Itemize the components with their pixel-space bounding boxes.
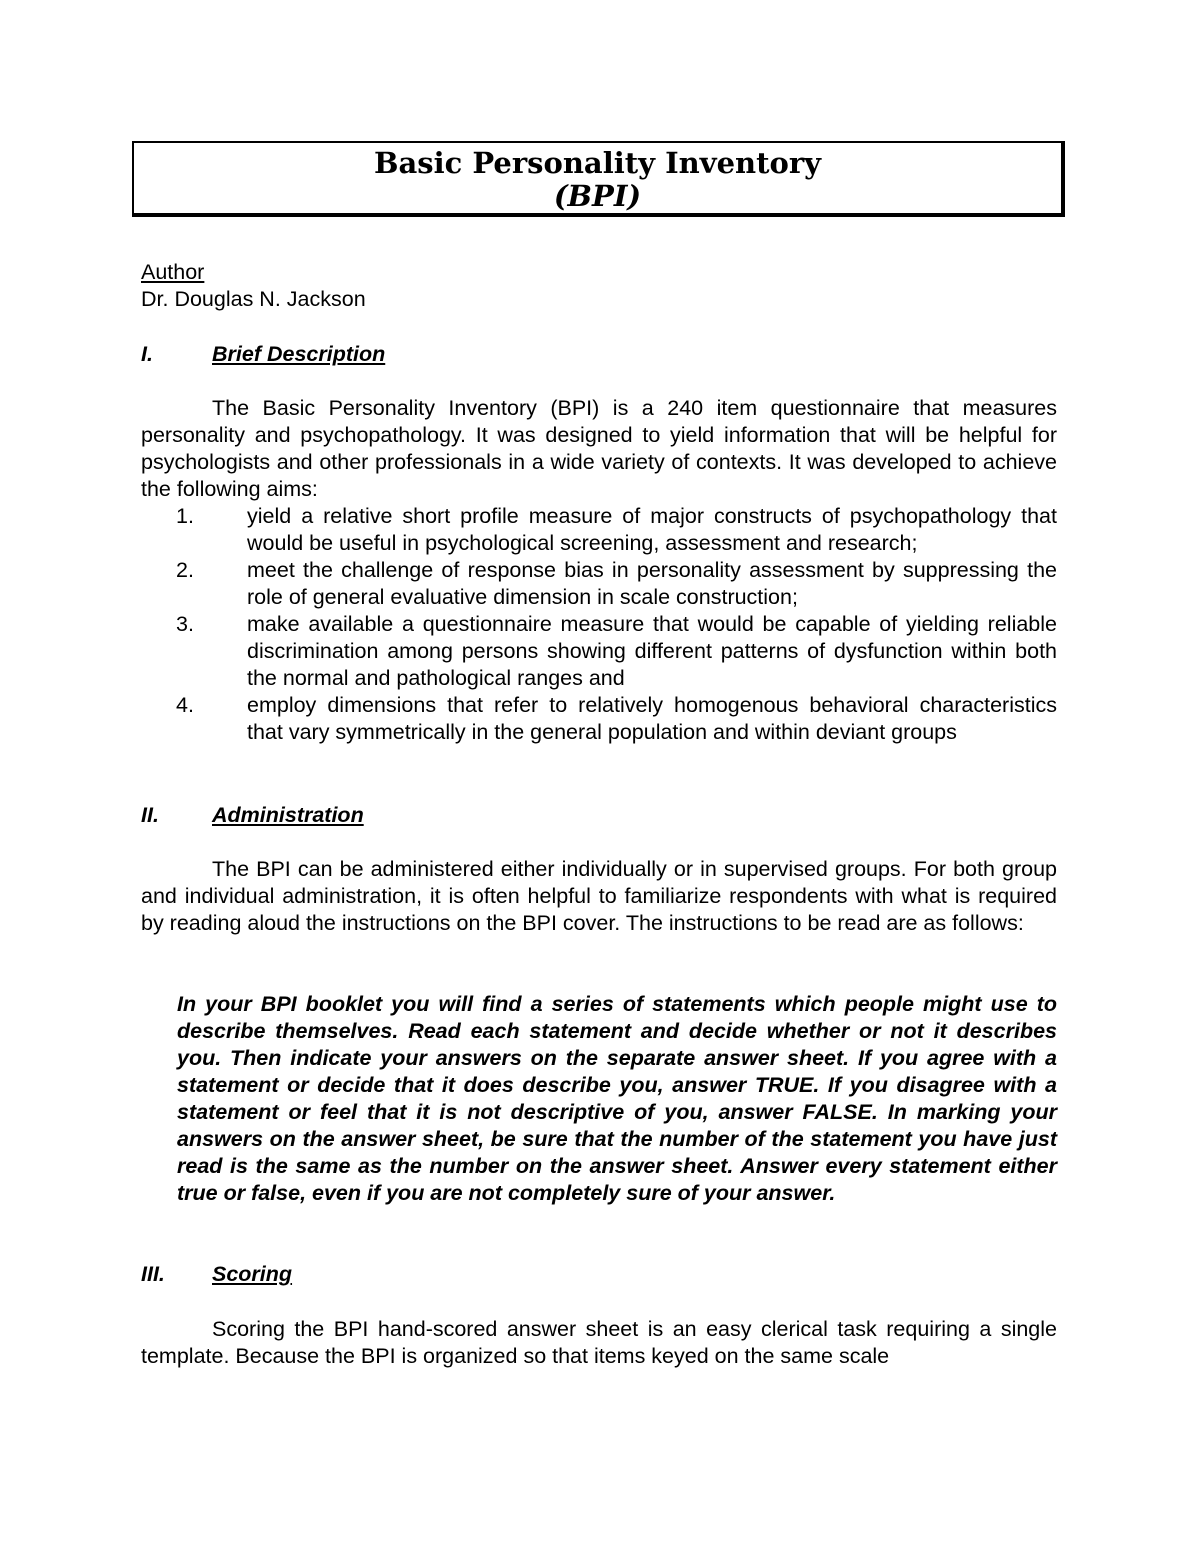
scoring-paragraph: Scoring the BPI hand-scored answer sheet is an easy clerical task requiring a single template. Because the BPI is organized so that items keyed on the same scale <box>141 1317 1057 1368</box>
list-item <box>141 611 1057 692</box>
list-item <box>141 503 1057 557</box>
section-heading-brief-description <box>141 341 385 368</box>
section-heading-scoring <box>141 1261 292 1288</box>
section-heading-administration <box>141 802 364 829</box>
author-label-line <box>141 259 1057 286</box>
document-title: Basic Personality Inventory <box>374 146 821 180</box>
author-name: Dr. Douglas N. Jackson <box>141 287 366 311</box>
list-item-number: 2. <box>176 558 194 582</box>
instructions-quote: In your BPI booklet you will find a series of statements which people might use to describe themselves. Read each statement and decide whether or not it describes you. Then indicate your answers on the separate answer sheet. If you agree with a statement or decide that it does describe you, answer TRUE. If you disagree with a statement or feel that it is not descriptive of you, answer FALSE. In marking your answers on the answer sheet, be sure that the number of the statement you have just read is the same as the number on the answer sheet. Answer every statement either true or false, even if you are not completely sure of your answer. <box>177 992 1057 1205</box>
administration-paragraph: The BPI can be administered either individually or in supervised groups. For both group and individual administration, it is often helpful to familiarize respondents with what is required by reading aloud the instructions on the BPI cover. The instructions to be read are as follows: <box>141 857 1057 935</box>
brief-description-paragraph: The Basic Personality Inventory (BPI) is a 240 item questionnaire that measures personality and psychopathology. It was designed to yield information that will be helpful for psychologists and other professionals in a wide variety of contexts. It was developed to achieve the following aims: <box>141 396 1057 501</box>
section-numeral: I. <box>141 342 153 366</box>
document-subtitle: (BPI) <box>553 179 642 213</box>
list-item-text: make available a questionnaire measure that would be capable of yielding reliable discrimination among persons showing different patterns of dysfunction within both the normal and pathological ranges and <box>247 612 1057 690</box>
section-title: Scoring <box>212 1262 293 1286</box>
list-item-number: 1. <box>176 504 194 528</box>
section-title: Brief Description <box>212 342 386 366</box>
author-label: Author <box>141 260 205 284</box>
list-item <box>141 692 1057 746</box>
section-numeral: II. <box>141 803 159 827</box>
list-item-number: 3. <box>176 612 194 636</box>
section-numeral: III. <box>141 1262 165 1286</box>
aims-list <box>141 503 1057 746</box>
title-box <box>132 141 1065 217</box>
section-title: Administration <box>212 803 364 827</box>
list-item-number: 4. <box>176 693 194 717</box>
list-item-text: employ dimensions that refer to relatively homogenous behavioral characteristics that vary symmetrically in the general population and within deviant groups <box>247 693 1057 744</box>
list-item <box>141 557 1057 611</box>
list-item-text: yield a relative short profile measure of major constructs of psychopathology that would be useful in psychological screening, assessment and research; <box>247 504 1057 555</box>
list-item-text: meet the challenge of response bias in personality assessment by suppressing the role of general evaluative dimension in scale construction; <box>247 558 1057 609</box>
